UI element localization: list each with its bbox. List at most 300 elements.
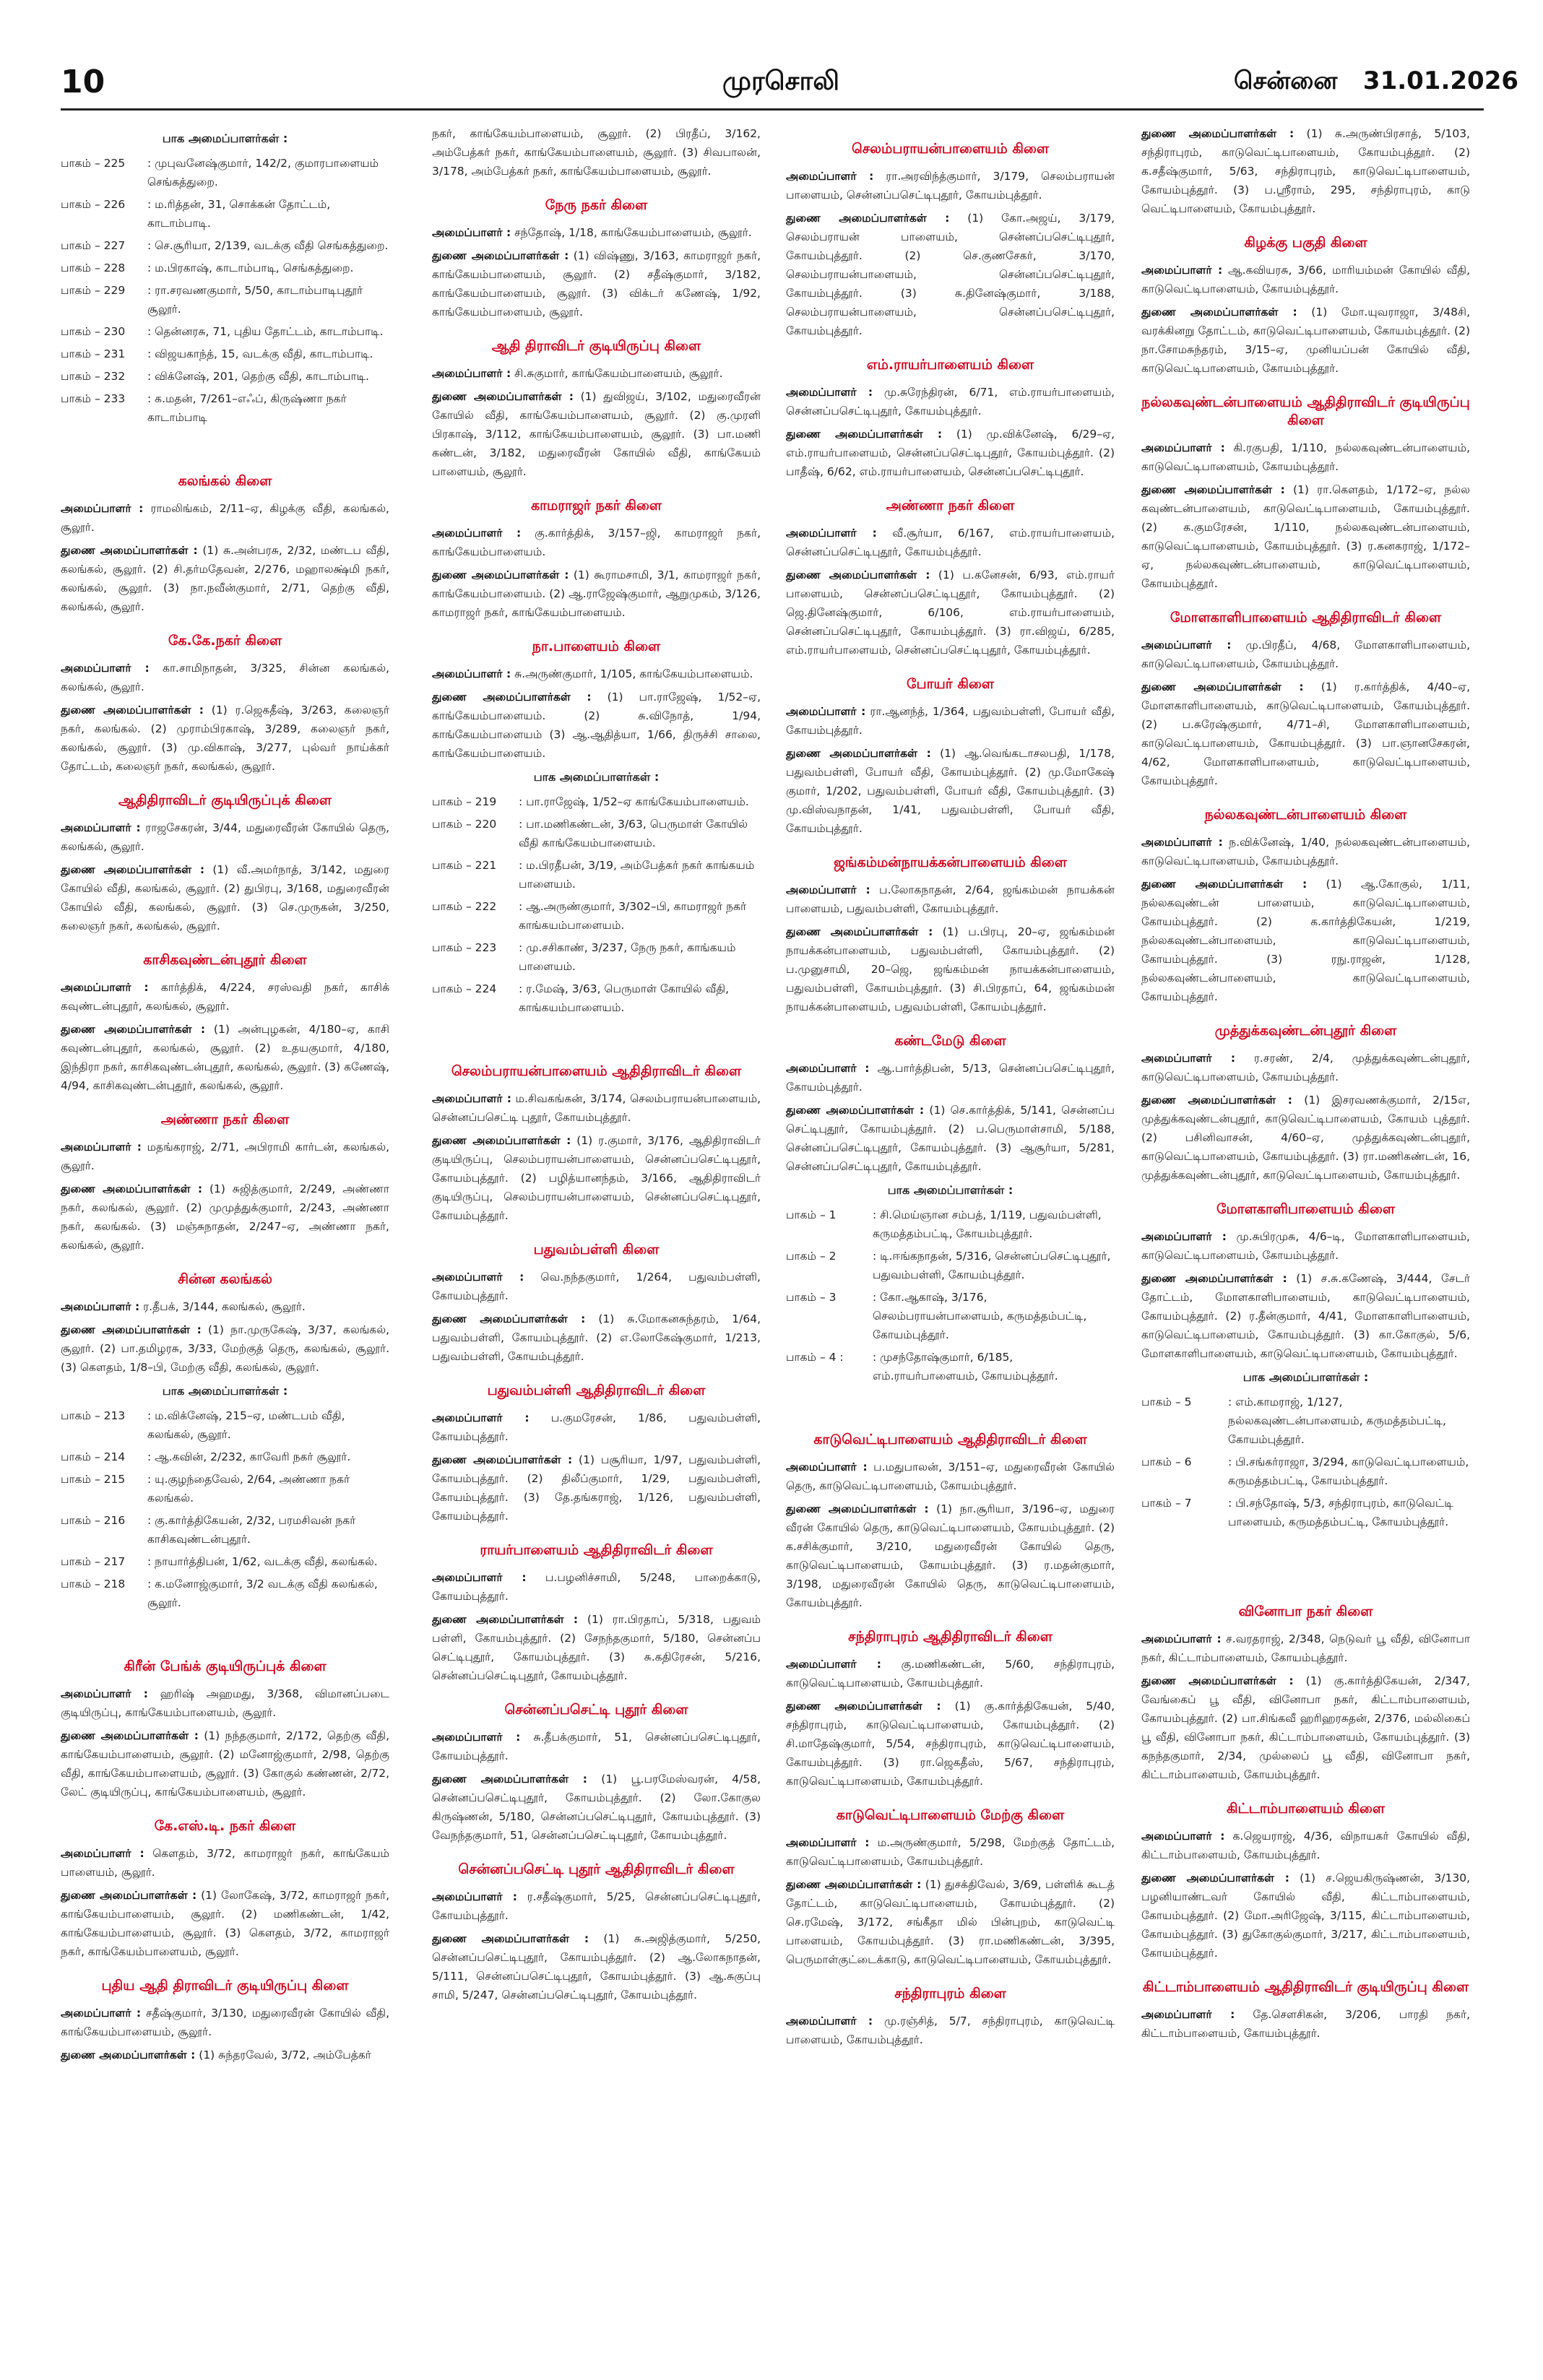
entry-paragraph bbox=[432, 1268, 761, 1305]
entry-role: அமைப்பாளர் : bbox=[786, 705, 866, 718]
part-row bbox=[786, 1348, 1115, 1385]
entry-text: (1) பூ.பரமேஸ்வரன், 4/58, சென்னப்பசெட்டிபுதூர், கோயம்புத்தூர். (2) லோ.கோகுல கிருஷ்ணன், 5/180, சென்னப்பசெட்டிபுதூர், கோயம்புத்தூர். (3) வேநந்தகுமார், 51, சென்னப்பசெட்டிபுதூர், கோயம்புத்தூர். bbox=[432, 1773, 761, 1842]
entry-role: அமைப்பாளர் : bbox=[432, 367, 511, 380]
entry-paragraph bbox=[786, 1500, 1115, 1612]
part-number: பாகம் – 213 bbox=[61, 1409, 126, 1422]
part-number: பாகம் – 222 bbox=[432, 900, 497, 913]
entry-text: மதங்கராஜ், 2/71, அபிராமி கார்டன், கலங்கல், சூலூர். bbox=[61, 1141, 389, 1172]
entry-text: சந்தோஷ், 1/18, காங்கேயம்பாளையம், சூலூர். bbox=[511, 226, 752, 239]
section-heading: நேரு நகர் கிளை bbox=[545, 197, 648, 213]
entry-text: ப.பழனிச்சாமி, 5/248, பாறைக்காடு, கோயம்புத்தூர். bbox=[432, 1571, 761, 1603]
entry-paragraph bbox=[432, 1887, 761, 1925]
entry-paragraph bbox=[432, 1770, 761, 1845]
section-heading: கலங்கல் கிளை bbox=[178, 473, 272, 489]
part-detail: : பி.சங்கர்ராஜா, 3/294, காடுவெட்டிபாளையம், கருமத்தம்பட்டி, கோயம்புத்தூர். bbox=[1228, 1455, 1469, 1487]
entry-text: (1) மோ.யுவராஜா, 3/48சி, வரக்கினறு தோட்டம், காடுவெட்டிபாளையம், கோயம்புத்தூர். (2) நா.சோமசுந்தரம், 3/15–ஏ, முனியப்பன் கோயில் வீதி, காடுவெட்டிபாளையம், கோயம்புத்தூர். bbox=[1141, 306, 1470, 375]
entry-role: துணை அமைப்பாளர்கள் : bbox=[432, 249, 569, 262]
entry-paragraph bbox=[1141, 1269, 1470, 1363]
section-heading: ராயர்பாளையம் ஆதிதிராவிடர் கிளை bbox=[480, 1542, 713, 1558]
entry-role: துணை அமைப்பாளர்கள் : bbox=[786, 925, 933, 938]
sub-heading: பாக அமைப்பாளர்கள் : bbox=[533, 770, 660, 784]
entry-role: அமைப்பாளர் : bbox=[1141, 1830, 1225, 1843]
entry-text: மு.ரஞ்சித், 5/7, சந்திராபுரம், காடுவெட்டி பாளையம், கோயம்புத்தூர். bbox=[786, 2015, 1115, 2046]
entry-role: துணை அமைப்பாளர்கள் : bbox=[432, 1312, 586, 1325]
entry-paragraph bbox=[432, 1408, 761, 1446]
entry-paragraph bbox=[61, 978, 389, 1016]
entry-role: துணை அமைப்பாளர்கள் : bbox=[1141, 1272, 1287, 1285]
entry-paragraph bbox=[786, 524, 1115, 561]
part-detail: : மு.சசிகாண், 3/237, நேரு நகர், காங்கயம் பாளையம். bbox=[519, 941, 736, 973]
part-row bbox=[61, 1552, 389, 1571]
entry-paragraph bbox=[61, 1320, 389, 1377]
section-heading: காசிகவுண்டன்புதூர் கிளை bbox=[143, 952, 307, 968]
entry-text: ம.சிவகங்கன், 3/174, செலம்பராயன்பாளையம், சென்னப்பசெட்டி புதூர், கோயம்புத்தூர். bbox=[432, 1092, 761, 1124]
entry-text: (1) கு.கார்த்திகேயன், 2/347, வேங்கைப் பூ வீதி, வினோபா நகர், கிட்டாம்பாளையம், கோயம்புத்தூர். (2) பா.சிங்கவீ ஹரிஹரசுதன், 2/376, மல்லிகைப் பூ வீதி, வினோபா நகர், கிட்டாம்பாளையம், கோயம்புத்தூர். (3) கநந்தகுமார், 2/34, முல்லைப் பூ வீதி, வினோபா நகர், கிட்டாம்பாளையம், கோயம்புத்தூர். bbox=[1141, 1674, 1470, 1781]
part-detail: : ம.ரித்தன், 31, சொக்கன் தோட்டம், காடாம்பாடி. bbox=[147, 198, 331, 230]
part-row bbox=[786, 1247, 1115, 1284]
section-heading: அண்ணா நகர் கிளை bbox=[160, 1112, 290, 1128]
entry-role: அமைப்பாளர் : bbox=[61, 1300, 140, 1313]
entry-text: (1) சு.அஜித்குமார், 5/250, சென்னப்பசெட்டிபுதூர், கோயம்புத்தூர். (2) ஆ.லோகநாதன், 5/111, சென்னப்பசெட்டிபுதூர், கோயம்புத்தூர். (3) ஆ.சுகுப்பு சாமி, 5/247, சென்னப்பசெட்டிபுதூர், கோயம்புத்தூர். bbox=[432, 1932, 761, 2002]
part-number: பாகம் – 229 bbox=[61, 284, 126, 297]
entry-paragraph bbox=[786, 566, 1115, 659]
entry-role: துணை அமைப்பாளர்கள் : bbox=[786, 1700, 941, 1713]
sub-heading: பாக அமைப்பாளர்கள் : bbox=[162, 131, 288, 145]
part-number: பாகம் – 220 bbox=[432, 818, 497, 831]
part-number: பாகம் – 215 bbox=[61, 1473, 126, 1486]
part-detail: : பி.சந்தோஷ், 5/3, சந்திராபுரம், காடுவெட்டி பாளையம், கருமத்தம்பட்டி, கோயம்புத்தூர். bbox=[1228, 1497, 1453, 1528]
dateline bbox=[1234, 66, 1518, 98]
entry-text: தே.சௌசிகன், 3/206, பாரதி நகர், கிட்டாம்பாளையம், கோயம்புத்தூர். bbox=[1141, 2008, 1470, 2040]
part-number: பாகம் – 224 bbox=[432, 982, 497, 995]
entry-role: அமைப்பாளர் : bbox=[61, 1687, 148, 1700]
section-heading: கே.எஸ்.டி. நகர் கிளை bbox=[154, 1818, 296, 1834]
part-row bbox=[61, 1406, 389, 1444]
entry-role: அமைப்பாளர் : bbox=[61, 1847, 144, 1860]
entry-paragraph bbox=[61, 1297, 389, 1316]
entry-text: (1) பசூரியா, 1/97, பதுவம்பள்ளி, கோயம்புத்தூர். (2) திலீப்குமார், 1/29, பதுவம்பள்ளி, கோயம்புத்தூர். (3) தே.தங்கராஜ், 1/126, பதுவம்பள்ளி, கோயம்புத்தூர். bbox=[432, 1453, 761, 1523]
entry-paragraph bbox=[1141, 1091, 1470, 1185]
column-3 bbox=[786, 124, 1115, 2349]
section-heading: ஆதி திராவிடர் குடியிருப்பு கிளை bbox=[491, 338, 701, 354]
entry-text: ராமலிங்கம், 2/11–ஏ, கிழக்கு வீதி, கலங்கல், சூலூர். bbox=[61, 502, 389, 534]
section-heading: கிட்டாம்பாளையம் கிளை bbox=[1226, 1801, 1386, 1817]
entry-role: அமைப்பாளர் : bbox=[786, 1062, 870, 1075]
part-number: பாகம் – 218 bbox=[61, 1578, 126, 1591]
entry-role: அமைப்பாளர் : bbox=[786, 170, 874, 183]
entry-text: ர.சதீஷ்குமார், 5/25, சென்னப்பசெட்டிபுதூர், கோயம்புத்தூர். bbox=[432, 1890, 761, 1922]
entry-role: துணை அமைப்பாளர்கள் : bbox=[1141, 306, 1297, 319]
section-heading: மோளகாளிபாளையம் கிளை bbox=[1216, 1201, 1395, 1217]
entry-role: துணை அமைப்பாளர்கள் : bbox=[61, 1889, 197, 1902]
entry-text: (1) இசரவணக்குமார், 2/15எ, முத்துக்கவுண்டன்புதூர், காடுவெட்டிபாளையம், கோயம் புத்தூர். (2) பசினிவாசன், 4/60–ஏ, முத்துக்கவுண்டன்புதூர், காடுவெட்டிபாளையம், கோயம்புத்தூர். (3) ரா.மணிகண்டன், 16, முத்துக்கவுண்டன்புதூர், காடுவெட்டிபாளையம், கோயம்புத்தூர். bbox=[1141, 1094, 1470, 1182]
entry-paragraph bbox=[1141, 480, 1470, 593]
entry-role: அமைப்பாளர் : bbox=[1141, 1052, 1236, 1065]
sub-heading: பாக அமைப்பாளர்கள் : bbox=[1242, 1370, 1369, 1384]
part-number: பாகம் – 214 bbox=[61, 1450, 126, 1463]
part-row bbox=[61, 1470, 389, 1507]
entry-paragraph bbox=[61, 1180, 389, 1255]
entry-paragraph bbox=[786, 1655, 1115, 1692]
part-detail: : விக்னேஷ், 201, தெற்கு வீதி, காடாம்பாடி. bbox=[147, 370, 369, 383]
entry-role: அமைப்பாளர் : bbox=[432, 1271, 524, 1284]
part-row bbox=[61, 236, 389, 255]
entry-text: (1) நந்தகுமார், 2/172, தெற்கு வீதி, காங்கேயம்பாளையம், சூலூர். (2) மனோஜ்குமார், 2/98, தெற்கு வீதி, காங்கேயம்பாளையம், சூலூர். (3) கோகுல் கண்ணன், 2/72, லேட் குடியிருப்பு, காங்கேயம்பாளையம், சூலூர். bbox=[61, 1729, 389, 1799]
entry-role: துணை அமைப்பாளர்கள் : bbox=[432, 1613, 579, 1626]
entry-text: (1) கூராமசாமி, 3/1, காமராஜர் நகர், காங்கேயம்பாளையம். (2) ஆ.ராஜேஷ்குமார், ஆறுமுகம், 3/126, காமராஜர் நகர், காங்கேயம்பாளையம். bbox=[432, 568, 761, 619]
entry-paragraph bbox=[61, 1726, 389, 1801]
entry-paragraph bbox=[61, 659, 389, 696]
part-number: பாகம் – 226 bbox=[61, 198, 126, 211]
entry-paragraph bbox=[786, 744, 1115, 838]
spacer bbox=[61, 1616, 389, 1642]
part-row bbox=[61, 1511, 389, 1549]
part-detail: : கு.கார்த்திகேயன், 2/32, பரமசிவன் நகர் காசிகவுண்டன்புதூர். bbox=[147, 1514, 356, 1546]
part-detail: : ஆ.அருண்குமார், 3/302–பி, காமராஜர் நகர் காங்கயம்பாளையம். bbox=[519, 900, 747, 932]
entry-paragraph bbox=[61, 2004, 389, 2041]
entry-paragraph bbox=[432, 1728, 761, 1765]
entry-text: ரா.ஆனந்த், 1/364, பதுவம்பள்ளி, போயர் வீதி, கோயம்புத்தூர். bbox=[786, 705, 1115, 737]
entry-role: துணை அமைப்பாளர்கள் : bbox=[61, 544, 198, 557]
entry-text: (1) பா.ராஜேஷ், 1/52–ஏ, காங்கேயம்பாளையம். (2) சு.விநோத், 1/94, காங்கேயம்பாளையம் (3) ஆ.ஆதித்யா, 1/66, திருச்சி சாலை, காங்கேயம்பாளையம். bbox=[432, 691, 761, 760]
entry-text: (1) நா.சூரியா, 3/196–ஏ, மதுரை வீரன் கோயில் தெரு, காடுவெட்டிபாளையம், கோயம்புத்தூர். (2) க.சசிக்குமார், 3/210, மதுரைவீரன் கோயில் தெரு, காடுவெட்டிபாளையம், கோயம்புத்தூர். (3) ர.மதன்குமார், 3/198, மதுரைவீரன் கோயில் தெரு, காடுவெட்டிபாளையம், கோயம்புத்தூர். bbox=[786, 1502, 1115, 1609]
section-heading: நல்லகவுண்டன்பாளையம் கிளை bbox=[1204, 807, 1407, 823]
entry-paragraph bbox=[61, 499, 389, 537]
entry-paragraph bbox=[1141, 303, 1470, 378]
section-heading: வினோபா நகர் கிளை bbox=[1238, 1604, 1373, 1619]
part-row bbox=[1141, 1453, 1470, 1490]
entry-role: துணை அமைப்பாளர்கள் : bbox=[432, 390, 574, 403]
page-number: 10 bbox=[61, 64, 105, 100]
part-detail: : செ.சூரியா, 2/139, வடக்கு வீதி செங்கத்துறை. bbox=[147, 239, 389, 252]
entry-paragraph bbox=[432, 688, 761, 763]
part-number: பாகம் – 217 bbox=[61, 1555, 126, 1568]
part-row bbox=[786, 1288, 1115, 1344]
entry-role: அமைப்பாளர் : bbox=[432, 1092, 511, 1105]
entry-paragraph bbox=[1141, 1227, 1470, 1265]
entry-role: துணை அமைப்பாளர்கள் : bbox=[61, 704, 204, 717]
entry-paragraph bbox=[786, 2012, 1115, 2049]
part-row bbox=[432, 815, 761, 852]
entry-paragraph bbox=[786, 1697, 1115, 1791]
part-row bbox=[432, 979, 761, 1017]
part-detail: : ரா.சரவணகுமார், 5/50, காடாம்பாடிபுதூர் சூலூர். bbox=[147, 284, 363, 316]
entry-text: (1) மு.விக்னேஷ், 6/29–ஏ, எம்.ராயர்பாளையம், சென்னப்பசெட்டிபுதூர், கோயம்புத்தூர். (2) பாதீஷ், 6/62, எம்.ராயர்பாளையம், சென்னப்பசெட்டிபுதூர். bbox=[786, 428, 1115, 478]
entry-text: கு.கார்த்திக், 3/157–ஜி, காமராஜர் நகர், காங்கேயம்பாளையம். bbox=[432, 527, 761, 558]
entry-role: துணை அமைப்பாளர்கள் : bbox=[786, 1502, 929, 1515]
entry-text: (1) சு.மோகனசுந்தரம், 1/64, பதுவம்பள்ளி, கோயம்புத்தூர். (2) எ.லோகேஷ்குமார், 1/213, பதுவம்பள்ளி, கோயம்புத்தூர். bbox=[432, 1312, 761, 1363]
section-heading: போயர் கிளை bbox=[906, 676, 995, 692]
entry-text: ஆ.கவியரசு, 3/66, மாரியம்மன் கோயில் வீதி, காடுவெட்டிபாளையம், கோயம்புத்தூர். bbox=[1141, 264, 1470, 295]
part-number: பாகம் – 232 bbox=[61, 370, 126, 383]
entry-role: அமைப்பாளர் : bbox=[1141, 2008, 1235, 2021]
entry-text: (1) சு.அருண்பிரசாத், 5/103, சந்திராபுரம், காடுவெட்டிபாளையம், கோயம்புத்தூர். (2) க.சதீஷ்குமார், 5/63, சந்திராபுரம், காடுவெட்டிபாளையம், கோயம்புத்தூர். (3) ப.ஸ்ரீராம், 295, சந்திராபுரம், காடு வெட்டிபாளையம், கோயம்புத்தூர். bbox=[1141, 127, 1470, 215]
section-heading: ஆதிதிராவிடர் குடியிருப்புக் கிளை bbox=[118, 792, 332, 808]
entry-paragraph bbox=[432, 1131, 761, 1225]
part-number: பாகம் – 5 bbox=[1141, 1395, 1192, 1408]
part-number: பாகம் – 7 bbox=[1141, 1497, 1192, 1510]
part-detail: : கோ.ஆகாஷ், 3/176, செலம்பராயன்பாளையம், கருமத்தம்பட்டி, கோயம்புத்தூர். bbox=[873, 1291, 1087, 1341]
part-detail: : தென்னரசு, 71, புதிய தோட்டம், காடாம்பாடி. bbox=[147, 325, 384, 338]
section-heading: சென்னப்பசெட்டி புதூர் ஆதிதிராவிடர் கிளை bbox=[458, 1861, 735, 1877]
entry-paragraph bbox=[1141, 124, 1470, 218]
entry-paragraph bbox=[432, 1310, 761, 1366]
entry-text: (1) சுந்தரவேல், 3/72, அம்பேத்கர் bbox=[195, 2048, 371, 2061]
entry-role: துணை அமைப்பாளர்கள் : bbox=[1141, 1674, 1294, 1687]
entry-role: அமைப்பாளர் : bbox=[61, 981, 149, 994]
section-heading: கிரீன் பேங்க் குடியிருப்புக் கிளை bbox=[124, 1658, 327, 1674]
part-detail: : பா.மணிகண்டன், 3/63, பெருமாள் கோயில் வீதி காங்கேயம்பாளையம். bbox=[519, 818, 748, 849]
section-heading: நா.பாளையம் கிளை bbox=[532, 639, 661, 654]
entry-role: துணை அமைப்பாளர்கள் : bbox=[1141, 878, 1308, 891]
entry-text: (1) ச.ஜெயகிருஷ்ணன், 3/130, பழனியாண்டவர் கோயில் வீதி, கிட்டாம்பாளையம், கோயம்புத்தூர். (2) மோ.அரிஜேஷ், 3/115, கிட்டாம்பாளையம், கோயம்புத்தூர். (3) துகோகுல்குமார், 3/217, கிட்டாம்பாளையம், கோயம்புத்தூர். bbox=[1141, 1871, 1470, 1960]
entry-text: (1) சுஜித்குமார், 2/249, அண்ணா நகர், கலங்கல், சூலூர். (2) முமுத்துக்குமார், 2/243, அண்ணா நகர், கலங்கல். (3) மஞ்சுநாதன், 2/247–ஏ, அண்ணா நகர், கலங்கல், சூலூர். bbox=[61, 1182, 389, 1252]
part-row bbox=[61, 281, 389, 319]
part-row bbox=[61, 195, 389, 233]
part-detail: : ம.பிரகாஷ், காடாம்பாடி, செங்கத்துறை. bbox=[147, 261, 354, 274]
part-row bbox=[432, 938, 761, 976]
entry-paragraph bbox=[432, 524, 761, 561]
entry-paragraph bbox=[61, 860, 389, 935]
entry-text: (1) ச.சு.கணேஷ், 3/444, சேடர் தோட்டம், மோளகாளிபாளையம், காடுவெட்டிபாளையம், கோயம்புத்தூர். (2) ர.தீன்குமார், 4/41, மோளகாளிபாளையம், காடுவெட்டிபாளையம், கோயம்புத்தூர். (3) கா.கோகுல், 5/6, மோளகாளிபாளையம், காடுவெட்டிபாளையம், கோயம்புத்தூர். bbox=[1141, 1272, 1470, 1360]
entry-role: அமைப்பாளர் : bbox=[61, 502, 144, 515]
entry-role: அமைப்பாளர் : bbox=[432, 226, 511, 239]
entry-role: அமைப்பாளர் : bbox=[1141, 264, 1223, 277]
entry-paragraph bbox=[432, 1568, 761, 1606]
entry-text: கார்த்திக், 4/224, சரஸ்வதி நகர், காசிக் கவுண்டன்புதூர், கலங்கல், சூலூர். bbox=[61, 981, 389, 1013]
entry-text: (1) செ.கார்த்திக், 5/141, சென்னப்ப செட்டிபுதூர், கோயம்புத்தூர். (2) ப.பெருமாள்சாமி, 5/188, சென்னப்பசெட்டிபுதூர், கோயம்புத்தூர். (3) ஆசூர்யா, 5/281, சென்னப்பசெட்டிபுதூர், கோயம்புத்தூர். bbox=[786, 1104, 1115, 1173]
entry-text: சி.சுகுமார், காங்கேயம்பாளையம், சூலூர். bbox=[511, 367, 723, 380]
entry-role: அமைப்பாளர் : bbox=[432, 527, 522, 540]
entry-role: துணை அமைப்பாளர்கள் : bbox=[61, 863, 205, 876]
entry-text: (1) துசக்திவேல், 3/69, பள்ளிக் கூடத் தோட்டம், காடுவெட்டிபாளையம், கோயம்புத்தூர். (2) செ.ரமேஷ், 3/172, சங்கீதா மில் பின்புறம், காடுவெட்டி பாளையம், கோயம்புத்தூர். (3) ரா.மணிகண்டன், 3/395, பெருமாள்குட்டைக்காடு, காடுவெட்டிபாளையம், கோயம்புத்தூர். bbox=[786, 1878, 1115, 1966]
entry-text: சு.அருண்குமார், 1/105, காங்கேயம்பாளையம். bbox=[511, 667, 753, 680]
entry-text: (1) லோகேஷ், 3/72, காமராஜர் நகர், காங்கேயம்பாளையம், சூலூர். (2) மணிகண்டன், 1/42, காங்கேயம்பாளையம், சூலூர். (3) கௌதம், 3/72, காமராஜர் நகர், காங்கேயம்பாளையம், சூலூர். bbox=[61, 1889, 389, 1958]
entry-text: (1) ரா.பிரதாப், 5/318, பதுவம் பள்ளி, கோயம்புத்தூர். (2) சேநந்தகுமார், 5/180, சென்னப்ப செட்டிபுதூர், கோயம்புத்தூர். (3) சு.கதிரேசன், 5/216, சென்னப்பசெட்டிபுதூர், கோயம்புத்தூர். bbox=[432, 1613, 761, 1682]
entry-role: துணை அமைப்பாளர்கள் : bbox=[1141, 127, 1295, 140]
entry-role: அமைப்பாளர் : bbox=[432, 1890, 517, 1903]
section-heading: நல்லகவுண்டன்பாளையம் ஆதிதிராவிடர் குடியிருப்பு கிளை bbox=[1141, 394, 1470, 428]
entry-role: அமைப்பாளர் : bbox=[1141, 1632, 1222, 1645]
entry-paragraph bbox=[1141, 875, 1470, 1006]
entry-paragraph bbox=[432, 1610, 761, 1685]
entry-paragraph bbox=[432, 1929, 761, 2004]
entry-role: துணை அமைப்பாளர்கள் : bbox=[61, 2048, 196, 2061]
entry-role: அமைப்பாளர் : bbox=[786, 1836, 870, 1849]
part-detail: : டி.ஈங்கநாதன், 5/316, சென்னப்பசெட்டிபுதூர், பதுவம்பள்ளி, கோயம்புத்தூர். bbox=[873, 1250, 1111, 1281]
part-number: பாகம் – 230 bbox=[61, 325, 126, 338]
entry-role: துணை அமைப்பாளர்கள் : bbox=[432, 1453, 573, 1466]
part-detail: : பா.ராஜேஷ், 1/52–ஏ காங்கேயம்பாளையம். bbox=[519, 795, 749, 808]
part-detail: : ம.பிரதீபன், 3/19, அம்பேத்கர் நகர் காங்கயம் பாளையம். bbox=[519, 859, 755, 891]
section-heading: சென்னப்பசெட்டி புதூர் கிளை bbox=[504, 1702, 688, 1718]
part-row bbox=[61, 259, 389, 277]
entry-paragraph bbox=[786, 1101, 1115, 1176]
entry-paragraph bbox=[786, 1875, 1115, 1969]
entry-role: துணை அமைப்பாளர்கள் : bbox=[786, 212, 950, 225]
entry-text: (1) வீ.அமர்நாத், 3/142, மதுரை கோயில் வீதி, கலங்கல், சூலூர். (2) துபிரபு, 3/168, மதுரைவீரன் கோயில் வீதி, கலங்கல், சூலூர். (3) செ.முருகன், 3/250, கலைஞர் நகர், கலங்கல், சூலூர். bbox=[61, 863, 389, 932]
entry-role: துணை அமைப்பாளர்கள் : bbox=[432, 568, 569, 581]
entry-role: அமைப்பாளர் : bbox=[786, 386, 873, 399]
part-detail: : நாயார்த்திபன், 1/62, வடக்கு வீதி, கலங்கல். bbox=[147, 1555, 378, 1568]
spacer bbox=[61, 430, 389, 456]
entry-text: (1) விஷ்ணு, 3/163, காமராஜர் நகர், காங்கேயம்பாளையம், சூலூர். (2) சதீஷ்குமார், 3/182, காங்கேயம்பாளையம், சூலூர். (3) விக்டர் கணேஷ், 1/92, காங்கேயம்பாளையம், சூலூர். bbox=[432, 249, 761, 319]
entry-text: ர.சரண், 2/4, முத்துக்கவுண்டன்புதூர், காடுவெட்டிபாளையம், கோயம்புத்தூர். bbox=[1141, 1052, 1470, 1083]
entry-text: ஆ.பார்த்திபன், 5/13, சென்னப்பசெட்டிபுதூர், கோயம்புத்தூர். bbox=[786, 1062, 1115, 1094]
entry-paragraph bbox=[1141, 438, 1470, 476]
entry-role: துணை அமைப்பாளர்கள் : bbox=[786, 428, 943, 441]
date-label: 31.01.2026 bbox=[1362, 66, 1519, 95]
part-detail: : விஜயகாந்த், 15, வடக்கு வீதி, காடாம்பாடி. bbox=[147, 347, 373, 360]
entry-paragraph bbox=[1141, 636, 1470, 673]
entry-role: அமைப்பாளர் : bbox=[1141, 639, 1232, 652]
entry-role: அமைப்பாளர் : bbox=[61, 2007, 142, 2020]
entry-text: ரா.அரவிந்த்குமார், 3/179, செலம்பராயன் பாளையம், சென்னப்பசெட்டிபுதூர், கோயம்புத்தூர். bbox=[786, 170, 1115, 202]
entry-role: அமைப்பாளர் : bbox=[61, 821, 141, 834]
entry-role: அமைப்பாளர் : bbox=[1141, 441, 1225, 454]
part-detail: : ஆ.கவின், 2/232, காவேரி நகர் சூலூர். bbox=[147, 1450, 351, 1463]
entry-paragraph bbox=[61, 541, 389, 616]
entry-text: ப.குமரேசன், 1/86, பதுவம்பள்ளி, கோயம்புத்தூர். bbox=[432, 1411, 761, 1443]
entry-text: ப.மதுபாலன், 3/151–ஏ, மதுரைவீரன் கோயில் தெரு, காடுவெட்டிபாளையம், கோயம்புத்தூர். bbox=[786, 1461, 1115, 1492]
entry-paragraph bbox=[432, 246, 761, 321]
section-heading: பதுவம்பள்ளி கிளை bbox=[533, 1242, 660, 1258]
part-detail: : க.மதன், 7/261–எஃப், கிருஷ்ணா நகர் காடாம்பாடி bbox=[147, 392, 347, 424]
entry-role: அமைப்பாளர் : bbox=[61, 662, 150, 675]
entry-paragraph bbox=[786, 1833, 1115, 1871]
section-heading: சின்ன கலங்கல் bbox=[178, 1271, 272, 1287]
part-number: பாகம் – 6 bbox=[1141, 1455, 1192, 1468]
entry-text: கௌதம், 3/72, காமராஜர் நகர், காங்கேயம் பாளையம், சூலூர். bbox=[61, 1847, 389, 1879]
entry-text: கு.மணிகண்டன், 5/60, சந்திராபுரம், காடுவெட்டிபாளையம், கோயம்புத்தூர். bbox=[786, 1658, 1115, 1689]
entry-text: ம.அருண்குமார், 5/298, மேற்குத் தோட்டம், காடுவெட்டிபாளையம், கோயம்புத்தூர். bbox=[786, 1836, 1115, 1868]
entry-role: அமைப்பாளர் : bbox=[786, 1461, 868, 1474]
sub-heading: பாக அமைப்பாளர்கள் : bbox=[162, 1384, 288, 1398]
part-row bbox=[61, 345, 389, 363]
entry-role: அமைப்பாளர் : bbox=[432, 1571, 527, 1584]
entry-role: அமைப்பாளர் : bbox=[786, 2015, 873, 2028]
entry-paragraph bbox=[432, 1089, 761, 1127]
column-1 bbox=[61, 124, 389, 2349]
entry-text: ஹரிஷ் அஹமது, 3/368, விமானப்படை குடியிருப்பு, காங்கேயம்பாளையம், சூலூர். bbox=[61, 1687, 389, 1719]
entry-paragraph bbox=[432, 665, 761, 683]
entry-role: துணை அமைப்பாளர்கள் : bbox=[61, 1729, 199, 1742]
part-row bbox=[61, 367, 389, 386]
spacer bbox=[1141, 1535, 1470, 1561]
entry-role: துணை அமைப்பாளர்கள் : bbox=[1141, 483, 1285, 496]
part-detail: : ர.மேஷ், 3/63, பெருமாள் கோயில் வீதி, காங்கயம்பாளையம். bbox=[519, 982, 730, 1014]
entry-text: சு.தீபக்குமார், 51, சென்னப்பசெட்டிபுதூர், கோயம்புத்தூர். bbox=[432, 1731, 761, 1762]
entry-role: துணை அமைப்பாளர்கள் : bbox=[1141, 680, 1304, 693]
entry-text: சதீஷ்குமார், 3/130, மதுரைவீரன் கோயில் வீதி, காங்கேயம்பாளையம், சூலூர். bbox=[61, 2007, 389, 2038]
section-heading: கிழக்கு பகுதி கிளை bbox=[1244, 235, 1367, 251]
part-number: பாகம் – 4 : bbox=[786, 1351, 844, 1364]
spacer bbox=[786, 1389, 1115, 1415]
part-detail: : முசந்தோஷ்குமார், 6/185, எம்.ராயர்பாளையம், கோயம்புத்தூர். bbox=[873, 1351, 1058, 1382]
part-row bbox=[61, 389, 389, 427]
entry-text: (1) ரா.கௌதம், 1/172–ஏ, நல்ல கவுண்டன்பாளையம், காடுவெட்டிபாளையம், கோயம்புத்தூர். (2) க.குமரேசன், 1/110, நல்லகவுண்டன்பாளையம், காடுவெட்டிபாளையம், கோயம்புத்தூர். (3) ர.கனகராஜ், 1/172–ஏ, நல்லகவுண்டன்பாளையம், காடுவெட்டிபாளையம், கோயம்புத்தூர். bbox=[1141, 483, 1470, 590]
entry-paragraph bbox=[1141, 261, 1470, 298]
entry-paragraph bbox=[432, 387, 761, 481]
sub-heading: பாக அமைப்பாளர்கள் : bbox=[887, 1183, 1013, 1197]
entry-role: அமைப்பாளர் : bbox=[432, 1731, 521, 1744]
part-number: பாகம் – 216 bbox=[61, 1514, 126, 1527]
entry-text: (1) ர.குமார், 3/176, ஆதிதிராவிடர் குடியிருப்பு, செலம்பராயன்பாளையம், சென்னப்பசெட்டிபுதூர், கோயம்புத்தூர். (2) பழித்யானந்தம், 3/166, ஆதிதிராவிடர் குடியிருப்பு, செலம்பராயன்பாளையம், சென்னப்பசெட்டிபுதூர், கோயம்புத்தூர். bbox=[432, 1134, 761, 1222]
entry-paragraph bbox=[786, 425, 1115, 481]
part-number: பாகம் – 233 bbox=[61, 392, 126, 405]
section-heading: கண்டமேடு கிளை bbox=[894, 1033, 1006, 1049]
entry-text: க.ஜெயராஜ், 4/36, விநாயகர் கோயில் வீதி, கிட்டாம்பாளையம், கோயம்புத்தூர். bbox=[1141, 1830, 1470, 1861]
section-heading: காடுவெட்டிபாளையம் மேற்கு கிளை bbox=[836, 1807, 1065, 1823]
entry-text: (1) ர.கார்த்திக், 4/40–ஏ, மோளகாளிபாளையம், காடுவெட்டிபாளையம், கோயம்புத்தூர். (2) ப.சுரேஷ்குமார், 4/71–சி, மோளகாளிபாளையம், காடுவெட்டிபாளையம், கோயம்புத்தூர். (3) பா.ஞானசேகரன், 4/62, மோளகாளிபாளையம், காடுவெட்டிபாளையம், கோயம்புத்தூர். bbox=[1141, 680, 1470, 787]
entry-paragraph bbox=[61, 1684, 389, 1722]
part-number: பாகம் – 1 bbox=[786, 1208, 837, 1221]
entry-paragraph bbox=[786, 702, 1115, 740]
entry-role: துணை அமைப்பாளர்கள் : bbox=[61, 1182, 203, 1195]
entry-role: அமைப்பாளர் : bbox=[786, 1658, 881, 1671]
entry-text: ச.வரதராஜ், 2/348, நெடுவர் பூ வீதி, வினோபா நகர், கிட்டாம்பாளையம், கோயம்புத்தூர். bbox=[1141, 1632, 1470, 1664]
entry-role: துணை அமைப்பாளர்கள் : bbox=[1141, 1871, 1289, 1884]
part-row bbox=[432, 792, 761, 811]
part-row bbox=[1141, 1494, 1470, 1531]
entry-role: துணை அமைப்பாளர்கள் : bbox=[61, 1323, 202, 1336]
entry-role: அமைப்பாளர் : bbox=[1141, 836, 1223, 849]
section-heading: கே.கே.நகர் கிளை bbox=[168, 633, 282, 649]
part-row bbox=[786, 1206, 1115, 1243]
part-row bbox=[61, 322, 389, 341]
entry-text: நகர், காங்கேயம்பாளையம், சூலூர். (2) பிரதீப், 3/162, அம்பேத்கர் நகர், காங்கேயம்பாளையம், சூலூர். (3) சிவபாலன், 3/178, அம்பேத்கர் நகர், காங்கேயம்பாளையம், சூலூர். bbox=[432, 127, 761, 178]
section-heading: சந்திராபுரம் கிளை bbox=[894, 1986, 1006, 2002]
section-heading: செலம்பராயன்பாளையம் ஆதிதிராவிடர் கிளை bbox=[451, 1063, 742, 1079]
entry-paragraph bbox=[1141, 1630, 1470, 1667]
part-detail: : யு.குழந்தைவேல், 2/64, அண்ணா நகர் கலங்கல். bbox=[147, 1473, 350, 1505]
entry-text: கி.ரகுபதி, 1/110, நல்லகவுண்டன்பாளையம், காடுவெட்டிபாளையம், கோயம்புத்தூர். bbox=[1141, 441, 1470, 473]
entry-paragraph bbox=[61, 1844, 389, 1882]
part-row bbox=[61, 1575, 389, 1612]
spacer bbox=[432, 1021, 761, 1047]
part-number: பாகம் – 227 bbox=[61, 239, 126, 252]
part-row bbox=[1141, 1393, 1470, 1449]
city-label: சென்னை bbox=[1234, 66, 1338, 95]
entry-text: (1) ஆ.கோகுல், 1/11, நல்லகவுண்டன் பாளையம், காடுவெட்டிபாளையம், கோயம்புத்தூர். (2) க.கார்த்திகேயன், 1/219, நல்லகவுண்டன்பாளையம், காடுவெட்டிபாளையம், கோயம்புத்தூர். (3) ரநு.ராஜன், 1/128, நல்லகவுண்டன்பாளையம், காடுவெட்டிபாளையம், கோயம்புத்தூர். bbox=[1141, 878, 1470, 1003]
part-detail: : முபுவனேஷ்குமார், 142/2, குமாரபாளையம் செங்கத்துறை. bbox=[147, 157, 379, 189]
part-number: பாகம் – 3 bbox=[786, 1291, 837, 1304]
part-detail: : எம்.காமராஜ், 1/127, நல்லகவுண்டன்பாளையம், கருமத்தம்பட்டி, கோயம்புத்தூர். bbox=[1228, 1395, 1446, 1446]
entry-text: ந.விக்னேஷ், 1/40, நல்லகவுண்டன்பாளையம், காடுவெட்டிபாளையம், கோயம்புத்தூர். bbox=[1141, 836, 1470, 867]
entry-role: துணை அமைப்பாளர்கள் : bbox=[432, 1773, 588, 1786]
section-heading: காமராஜர் நகர் கிளை bbox=[530, 498, 662, 514]
entry-paragraph bbox=[1141, 1869, 1470, 1963]
entry-paragraph bbox=[432, 1450, 761, 1526]
entry-text: வெ.நந்தகுமார், 1/264, பதுவம்பள்ளி, கோயம்புத்தூர். bbox=[432, 1271, 761, 1302]
entry-paragraph bbox=[61, 1138, 389, 1175]
entry-role: துணை அமைப்பாளர்கள் : bbox=[786, 568, 930, 581]
entry-text: (1) சு.அன்பரசு, 2/32, மண்டப வீதி, கலங்கல், சூலூர். (2) சி.தர்மதேவன், 2/276, மஹாலக்ஷ்மி நகர், கலங்கல், சூலூர். (3) நா.நவீன்குமார், 2/71, தெற்கு வீதி, கலங்கல், சூலூர். bbox=[61, 544, 389, 613]
entry-text: ராஜசேகரன், 3/44, மதுரைவீரன் கோயில் தெரு, கலங்கல், சூலூர். bbox=[61, 821, 389, 853]
entry-text: ர.தீபக், 3/144, கலங்கல், சூலூர். bbox=[139, 1300, 306, 1313]
part-number: பாகம் – 228 bbox=[61, 261, 126, 274]
entry-paragraph bbox=[432, 223, 761, 242]
entry-paragraph bbox=[1141, 2005, 1470, 2043]
column-2 bbox=[432, 124, 761, 2349]
part-row bbox=[432, 856, 761, 893]
section-heading: அண்ணா நகர் கிளை bbox=[886, 498, 1015, 514]
section-heading: பதுவம்பள்ளி ஆதிதிராவிடர் கிளை bbox=[487, 1382, 706, 1398]
entry-paragraph bbox=[1141, 1827, 1470, 1864]
section-heading: எம்.ராயர்பாளையம் கிளை bbox=[866, 357, 1034, 373]
column-4 bbox=[1141, 124, 1470, 2349]
page-header bbox=[0, 0, 1543, 100]
